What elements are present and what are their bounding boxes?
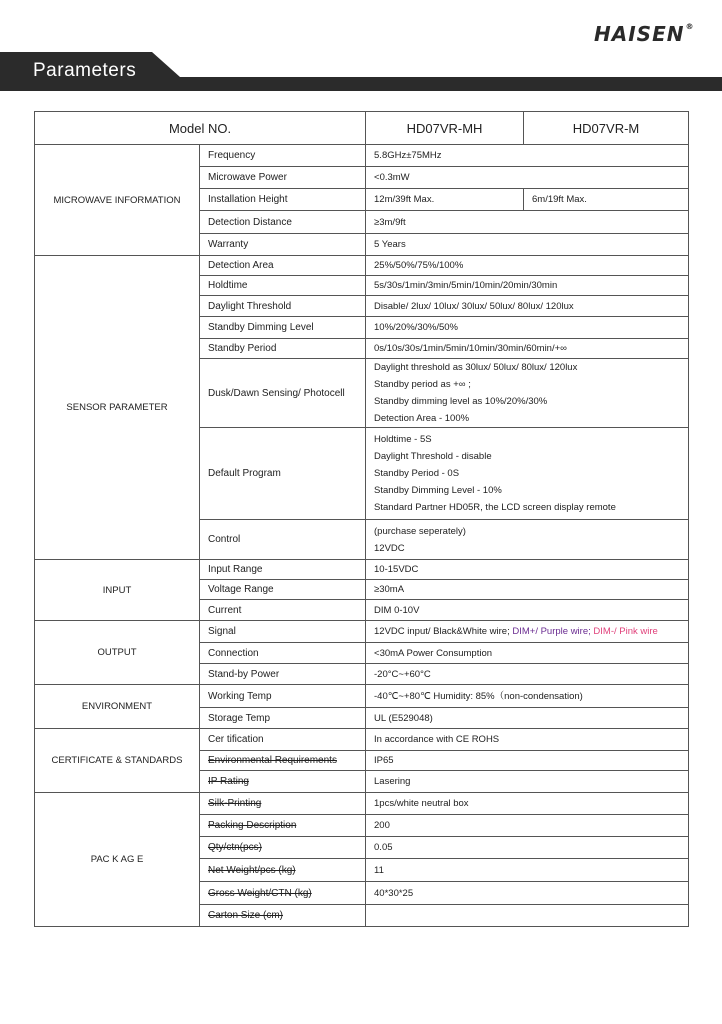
value-line: 12VDC bbox=[374, 542, 405, 554]
row-value: 10%/20%/30%/50% bbox=[366, 317, 689, 339]
row-label: IP Rating bbox=[200, 771, 366, 793]
row-value: 5s/30s/1min/3min/5min/10min/20min/30min bbox=[366, 276, 689, 296]
row-label: Standby Period bbox=[200, 339, 366, 359]
table-row bbox=[35, 729, 689, 751]
value-line: Standby dimming level as 10%/20%/30% bbox=[374, 396, 548, 407]
row-label: Stand-by Power bbox=[200, 664, 366, 685]
row-value: In accordance with CE ROHS bbox=[366, 729, 689, 751]
row-label: Detection Distance bbox=[200, 211, 366, 234]
value-line: Standby period as +∞ ; bbox=[374, 379, 471, 390]
row-value: 40*30*25 bbox=[366, 882, 689, 905]
row-value: ≥3m/9ft bbox=[366, 211, 689, 234]
row-label: Carton Size (cm) bbox=[200, 905, 366, 927]
row-value: 11 bbox=[366, 859, 689, 882]
parameters-table bbox=[34, 111, 689, 927]
table-row bbox=[35, 621, 689, 643]
row-value: IP65 bbox=[366, 751, 689, 771]
group-environment: ENVIRONMENT bbox=[35, 685, 200, 729]
row-label: Daylight Threshold bbox=[200, 296, 366, 317]
row-value: DIM 0-10V bbox=[366, 600, 689, 621]
value-line: Detection Area - 100% bbox=[374, 413, 470, 424]
row-label: Gross Weight/CTN (kg) bbox=[200, 882, 366, 905]
value-line: Standby Dimming Level - 10% bbox=[374, 485, 502, 496]
row-value: <30mA Power Consumption bbox=[366, 643, 689, 664]
row-value-multiline bbox=[366, 520, 689, 560]
row-value: Disable/ 2lux/ 10lux/ 30lux/ 50lux/ 80lux/ 120lux bbox=[366, 296, 689, 317]
group-input: INPUT bbox=[35, 560, 200, 621]
row-value: 25%/50%/75%/100% bbox=[366, 256, 689, 276]
row-label: Control bbox=[200, 520, 366, 560]
row-value-b: 6m/19ft Max. bbox=[524, 189, 689, 211]
page-title: Parameters bbox=[33, 60, 137, 81]
value-line: Holdtime - 5S bbox=[374, 434, 432, 445]
group-microwave: MICROWAVE INFORMATION bbox=[35, 145, 200, 256]
row-label: Input Range bbox=[200, 560, 366, 580]
value-line: Standby Period - 0S bbox=[374, 468, 460, 479]
group-output: OUTPUT bbox=[35, 621, 200, 685]
model-label: Model NO. bbox=[35, 112, 366, 145]
row-label: Current bbox=[200, 600, 366, 621]
row-value: -20°C~+60°C bbox=[366, 664, 689, 685]
row-label: Holdtime bbox=[200, 276, 366, 296]
signal-purple-text: DIM+/ Purple wire; bbox=[512, 626, 591, 637]
table-row bbox=[35, 685, 689, 708]
model-b: HD07VR-M bbox=[524, 112, 689, 145]
table-row bbox=[35, 256, 689, 276]
row-label: Warranty bbox=[200, 234, 366, 256]
row-label: Silk-Printing bbox=[200, 793, 366, 815]
row-label: Net Weight/pcs (kg) bbox=[200, 859, 366, 882]
row-value-multiline bbox=[366, 428, 689, 520]
row-label: Qty/ctn(pcs) bbox=[200, 837, 366, 859]
row-value: 10-15VDC bbox=[366, 560, 689, 580]
row-value bbox=[366, 621, 689, 643]
row-value: 5 Years bbox=[366, 234, 689, 256]
group-sensor: SENSOR PARAMETER bbox=[35, 256, 200, 560]
signal-main-text: 12VDC input/ Black&White wire; bbox=[374, 626, 513, 637]
row-label: Dusk/Dawn Sensing/ Photocell bbox=[200, 359, 366, 428]
row-label: Cer tification bbox=[200, 729, 366, 751]
row-value-multiline bbox=[366, 359, 689, 428]
table-row bbox=[35, 560, 689, 580]
row-value: Lasering bbox=[366, 771, 689, 793]
row-value: 1pcs/white neutral box bbox=[366, 793, 689, 815]
model-a: HD07VR-MH bbox=[366, 112, 524, 145]
row-label: Packing Description bbox=[200, 815, 366, 837]
row-label: Voltage Range bbox=[200, 580, 366, 600]
row-label: Microwave Power bbox=[200, 167, 366, 189]
row-label: Standby Dimming Level bbox=[200, 317, 366, 339]
table-row bbox=[35, 793, 689, 815]
row-value: 5.8GHz±75MHz bbox=[366, 145, 689, 167]
row-label: Detection Area bbox=[200, 256, 366, 276]
row-value: ≥30mA bbox=[366, 580, 689, 600]
row-label: Working Temp bbox=[200, 685, 366, 708]
row-label: Environmental Requirements bbox=[200, 751, 366, 771]
brand-logo: HAISEN® bbox=[594, 22, 695, 46]
row-value bbox=[366, 905, 689, 927]
group-package: PAC K AG E bbox=[35, 793, 200, 927]
value-line: (purchase seperately) bbox=[374, 525, 466, 537]
table-header-row bbox=[35, 112, 689, 145]
row-label: Storage Temp bbox=[200, 708, 366, 729]
row-value: 200 bbox=[366, 815, 689, 837]
value-line: Daylight threshold as 30lux/ 50lux/ 80lux/ 120lux bbox=[374, 362, 578, 373]
row-label: Default Program bbox=[200, 428, 366, 520]
row-label: Signal bbox=[200, 621, 366, 643]
row-value: 0.05 bbox=[366, 837, 689, 859]
row-value: UL (E529048) bbox=[366, 708, 689, 729]
signal-pink-text: DIM-/ Pink wire bbox=[590, 626, 658, 637]
row-value: <0.3mW bbox=[366, 167, 689, 189]
table-row bbox=[35, 145, 689, 167]
row-value: 0s/10s/30s/1min/5min/10min/30min/60min/+∞ bbox=[366, 339, 689, 359]
group-certificate: CERTIFICATE & STANDARDS bbox=[35, 729, 200, 793]
row-value: -40℃~+80℃ Humidity: 85%（non-condensation) bbox=[366, 685, 689, 708]
value-line: Daylight Threshold - disable bbox=[374, 451, 492, 462]
value-line: Standard Partner HD05R, the LCD screen display remote bbox=[374, 502, 616, 513]
row-value-a: 12m/39ft Max. bbox=[366, 189, 524, 211]
row-label: Installation Height bbox=[200, 189, 366, 211]
row-label: Connection bbox=[200, 643, 366, 664]
row-label: Frequency bbox=[200, 145, 366, 167]
